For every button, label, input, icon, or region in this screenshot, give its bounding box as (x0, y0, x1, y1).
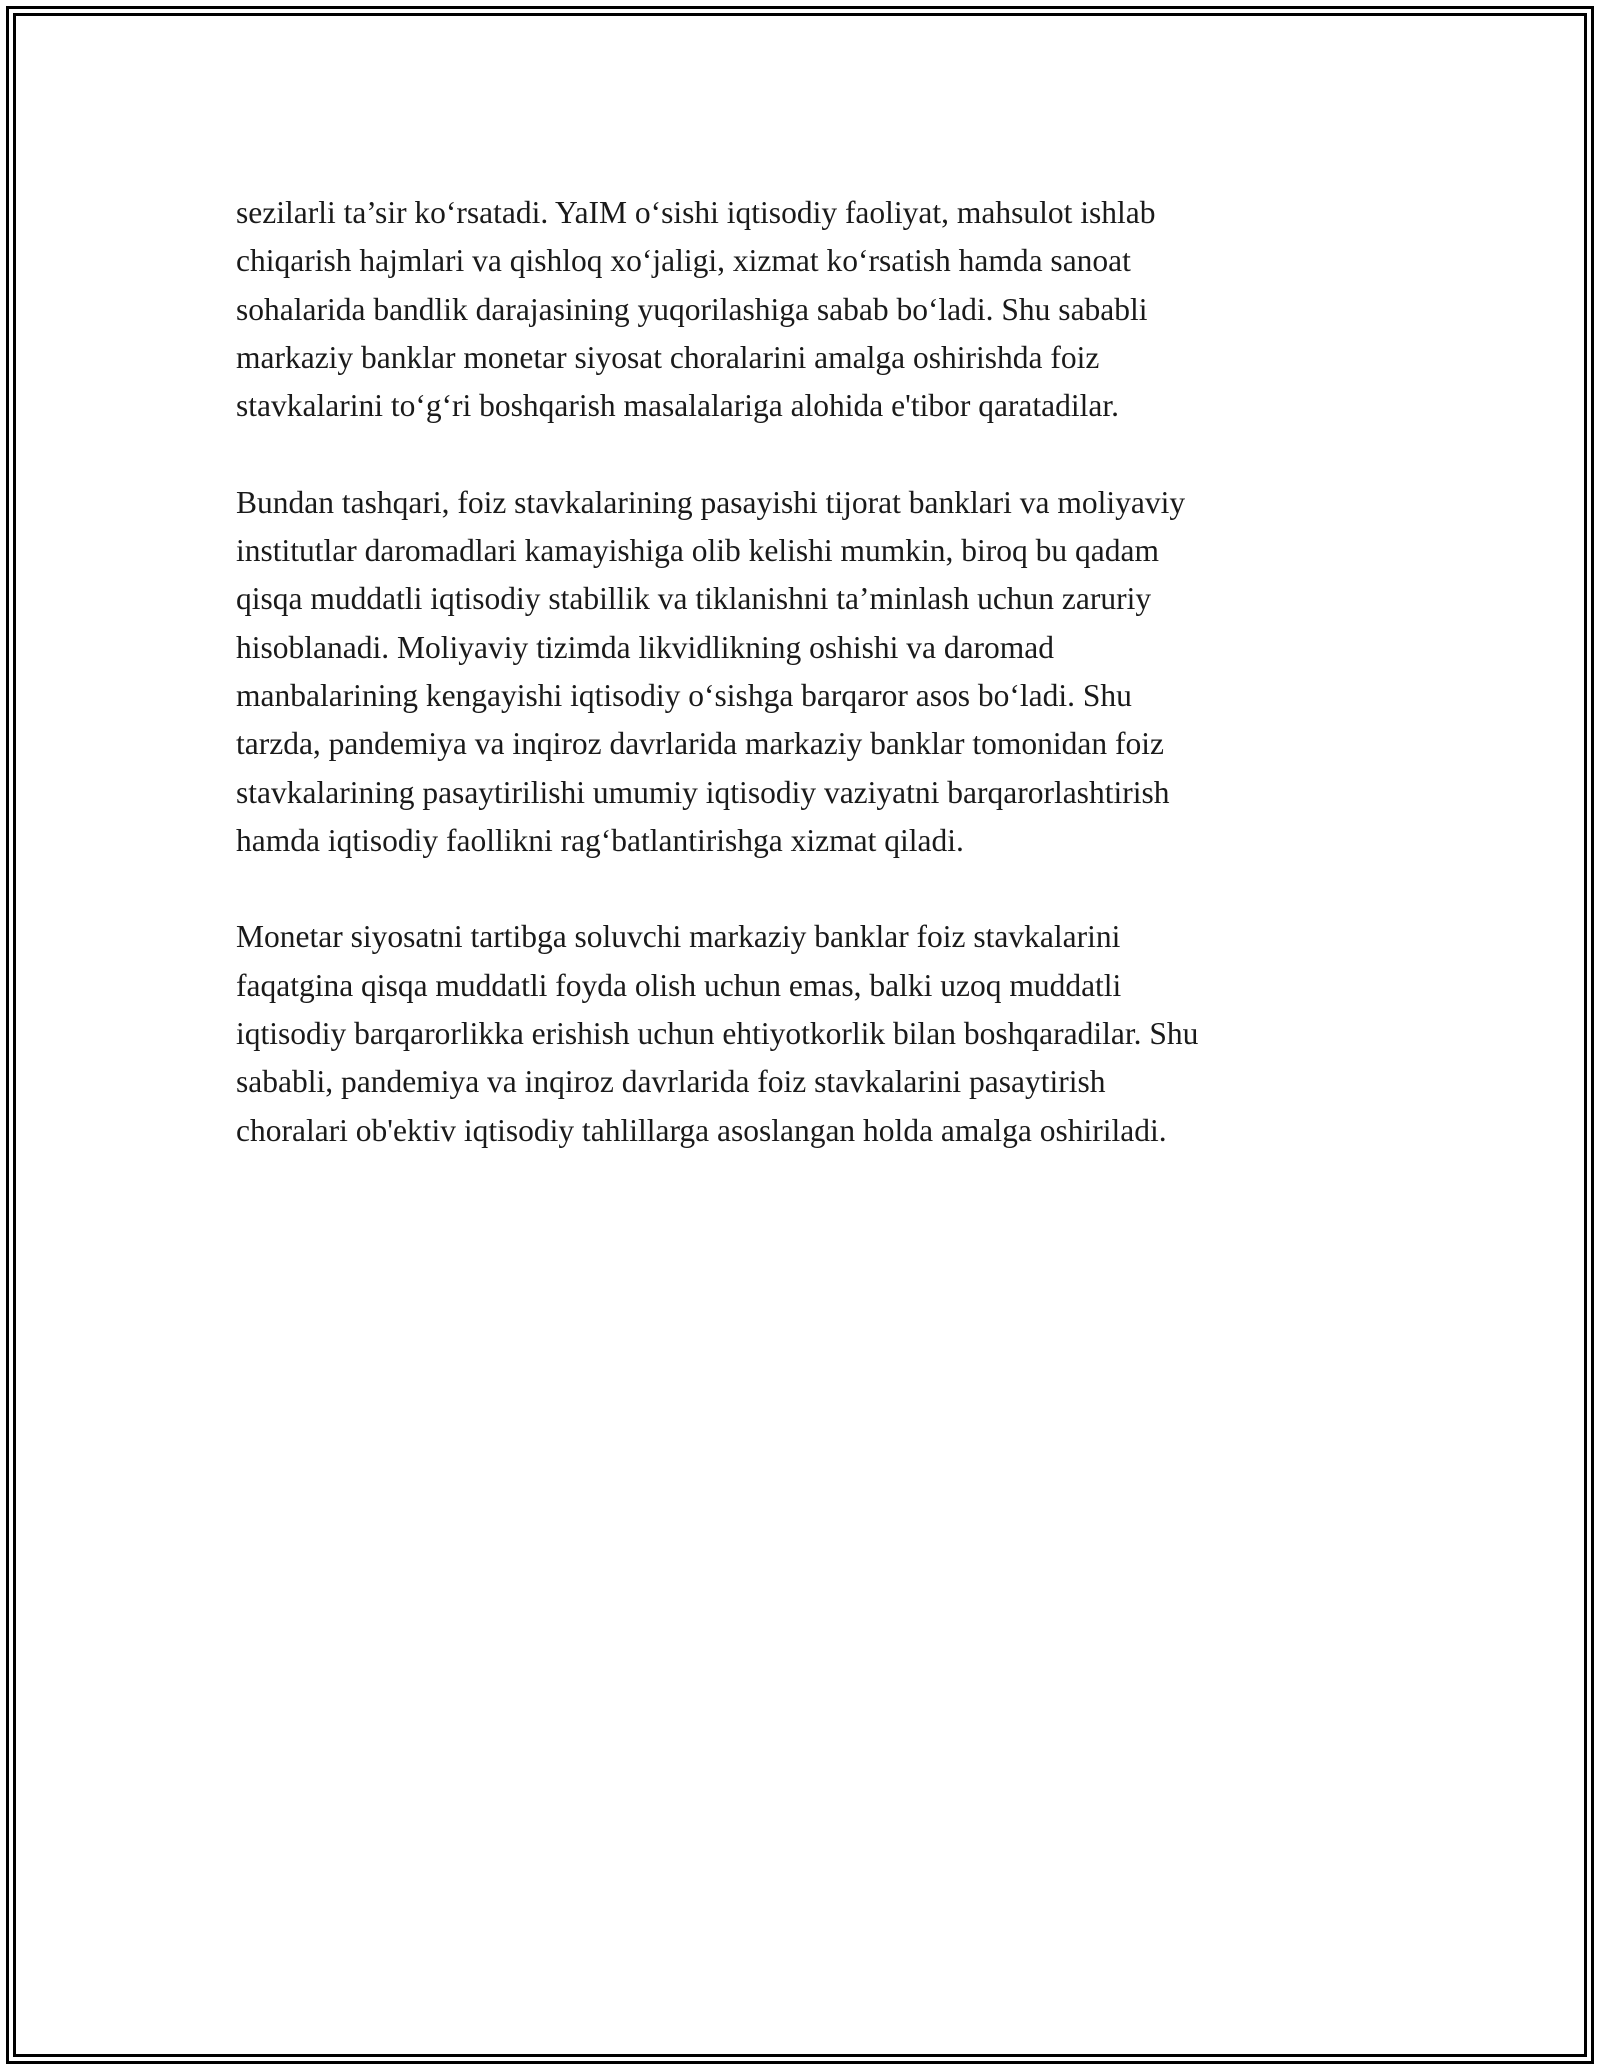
text-line: stavkalarini to‘g‘ri boshqarish masalalariga alohida e'tibor qaratadilar. (236, 388, 1119, 424)
text-line: Monetar siyosatni tartibga soluvchi markaziy banklar foiz stavkalarini (236, 919, 1121, 955)
text-line: hamda iqtisodiy faollikni rag‘batlantirishga xizmat qiladi. (236, 822, 964, 858)
paragraph-1 (236, 189, 1396, 430)
text-line: qisqa muddatli iqtisodiy stabillik va tiklanishni ta’minlash uchun zaruriy (236, 581, 1152, 617)
text-line: manbalarining kengayishi iqtisodiy o‘sishga barqaror asos bo‘ladi. Shu (236, 677, 1132, 713)
text-line: sohalarida bandlik darajasining yuqorilashiga sabab bo‘ladi. Shu sababli (236, 291, 1148, 327)
text-line: sababli, pandemiya va inqiroz davrlarida foiz stavkalarini pasaytirish (236, 1064, 1106, 1100)
text-line: choralari ob'ektiv iqtisodiy tahlillarga asoslangan holda amalga oshiriladi. (236, 1112, 1167, 1148)
text-line: chiqarish hajmlari va qishloq xo‘jaligi, xizmat ko‘rsatish hamda sanoat (236, 243, 1131, 279)
text-line: sezilarli ta’sir ko‘rsatadi. YaIM o‘sishi iqtisodiy faoliyat, mahsulot ishlab (236, 195, 1156, 230)
text-line: institutlar daromadlari kamayishiga olib kelishi mumkin, biroq bu qadam (236, 533, 1159, 569)
paragraph-2 (236, 479, 1396, 865)
text-line: faqatgina qisqa muddatli foyda olish uchun emas, balki uzoq muddatli (236, 967, 1122, 1003)
text-line: hisoblanadi. Moliyaviy tizimda likvidlikning oshishi va daromad (236, 629, 1055, 665)
document-body (236, 189, 1396, 1203)
text-line: stavkalarining pasaytirilishi umumiy iqtisodiy vaziyatni barqarorlashtirish (236, 774, 1170, 810)
paragraph-3 (236, 913, 1396, 1154)
text-line: Bundan tashqari, foiz stavkalarining pasayishi tijorat banklari va moliyaviy (236, 484, 1186, 520)
text-line: iqtisodiy barqarorlikka erishish uchun ehtiyotkorlik bilan boshqaradilar. Shu (236, 1016, 1199, 1052)
text-line: markaziy banklar monetar siyosat choralarini amalga oshirishda foiz (236, 339, 1100, 375)
text-line: tarzda, pandemiya va inqiroz davrlarida markaziy banklar tomonidan foiz (236, 726, 1164, 762)
